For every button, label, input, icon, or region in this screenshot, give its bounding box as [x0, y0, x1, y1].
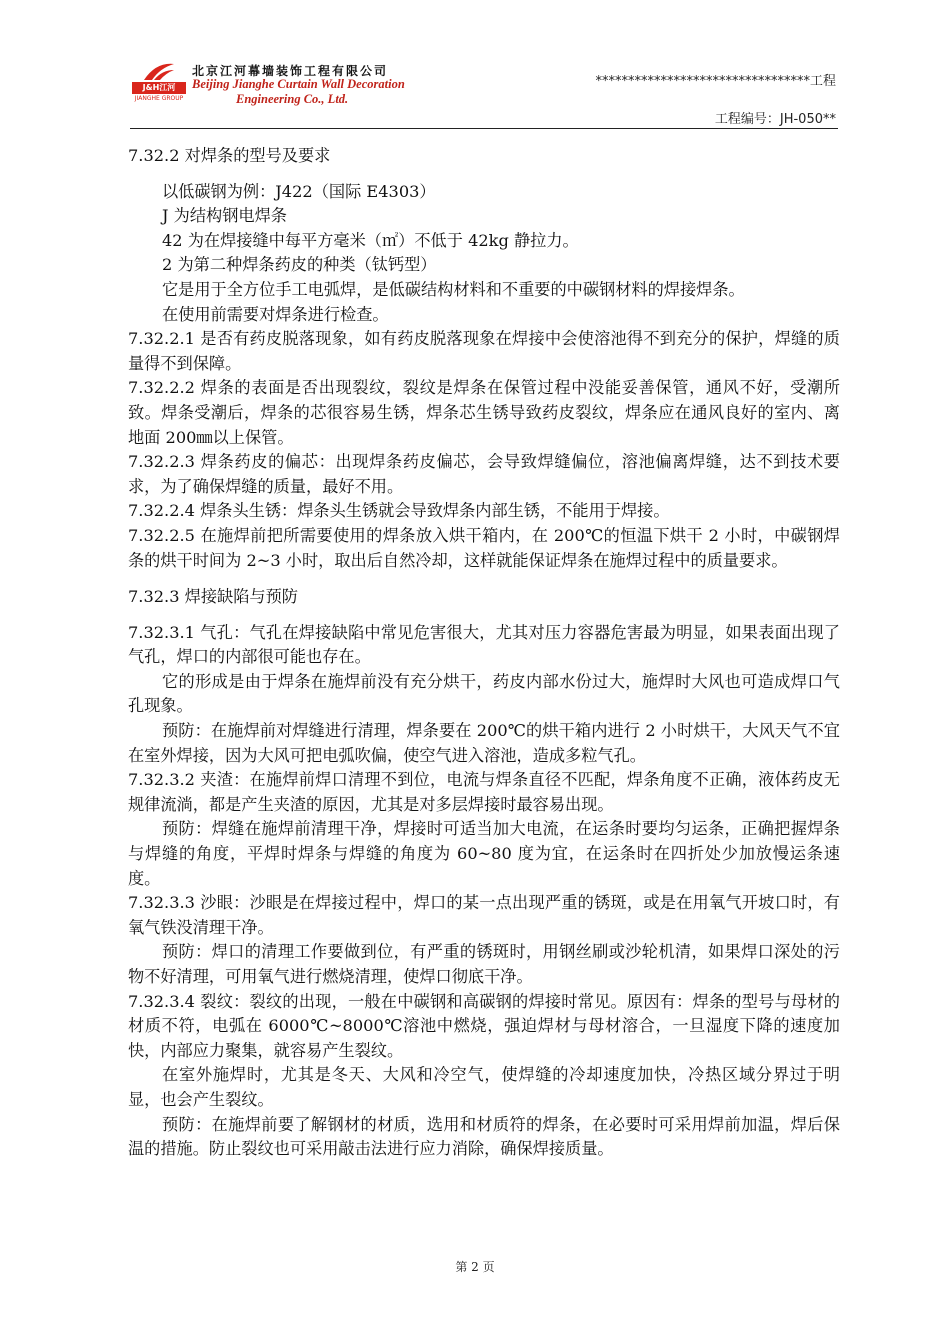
company-name-en-line1: Beijing Jianghe Curtain Wall Decoration	[192, 77, 405, 91]
paragraph: 7.32.3.2 夹渣：在施焊前焊口清理不到位，电流与焊条直径不匹配，焊条角度不正确，液体药皮无规律流淌，都是产生夹渣的原因，尤其是对多层焊接时最容易出现。	[128, 770, 840, 814]
page-header	[0, 0, 950, 130]
paragraph: 7.32.2.2 焊条的表面是否出现裂纹，裂纹是焊条在保管过程中没能妥善保管，通风不好，受潮所致。焊条受潮后，焊条的芯很容易生锈，焊条芯生锈导致药皮裂纹，焊条应在通风良好的室内、离地面 200㎜以上保管。	[128, 378, 840, 447]
logo-swoosh-icon	[142, 60, 176, 82]
paragraph: 7.32.2.5 在施焊前把所需要使用的焊条放入烘干箱内，在 200℃的恒温下烘干 2 小时，中碳钢焊条的烘干时间为 2~3 小时，取出后自然冷却，这样就能保证焊条在施焊过程中的质量要求。	[128, 525, 840, 570]
paragraph: 预防：在施焊前对焊缝进行清理，焊条要在 200℃的烘干箱内进行 2 小时烘干，大风天气不宜在室外焊接，因为大风可把电弧吹偏，使空气进入溶池，造成多粒气孔。	[128, 721, 840, 765]
paragraph: 7.32.3.4 裂纹：裂纹的出现，一般在中碳钢和高碳钢的焊接时常见。原因有：焊条的型号与母材的材质不符，电弧在 6000℃~8000℃溶池中燃烧，强迫焊材与母材溶合，一旦湿度下降的速度加快，内部应力聚集，就容易产生裂纹。	[128, 991, 840, 1060]
paragraph: 它是用于全方位手工电弧焊，是低碳结构材料和不重要的中碳钢材料的焊接焊条。	[162, 279, 745, 299]
company-logo	[132, 60, 186, 104]
paragraph: 以低碳钢为例：J422（国际 E4303）	[162, 181, 436, 201]
paragraph: 它的形成是由于焊条在施焊前没有充分烘干，药皮内部水份过大，施焊时大风也可造成焊口气孔现象。	[128, 671, 840, 716]
paragraph: 在室外施焊时，尤其是冬天、大风和冷空气，使焊缝的冷却速度加快，冷热区域分界过于明显，也会产生裂纹。	[128, 1065, 840, 1109]
logo-badge: J&H江河	[132, 82, 186, 94]
paragraph: 42 为在焊接缝中每平方毫米（㎡）不低于 42kg 静拉力。	[162, 230, 579, 250]
paragraph: 预防：焊口的清理工作要做到位，有严重的锈斑时，用钢丝刷或沙轮机清，如果焊口深处的污物不好清理，可用氧气进行燃烧清理，使焊口彻底干净。	[128, 942, 840, 986]
company-name-en	[192, 77, 412, 107]
project-number: 工程编号：JH-050**	[714, 112, 836, 127]
paragraph: 2 为第二种焊条药皮的种类（钛钙型）	[162, 255, 437, 275]
project-name: *********************************工程	[595, 74, 836, 89]
paragraph: 7.32.2.4 焊条头生锈：焊条头生锈就会导致焊条内部生锈，不能用于焊接。	[128, 501, 670, 521]
paragraph: 预防：焊缝在施焊前清理干净，焊接时可适当加大电流，在运条时要均匀运条，正确把握焊条与焊缝的角度，平焊时焊条与焊缝的角度为 60~80 度为宜，在运条时在四折处少加放慢运条速度。	[128, 819, 840, 888]
paragraph: 7.32.2.3 焊条药皮的偏芯：出现焊条药皮偏芯，会导致焊缝偏位，溶池偏离焊缝，达不到技术要求，为了确保焊缝的质量，最好不用。	[128, 452, 840, 496]
company-name-en-line2: Engineering Co., Ltd.	[236, 92, 349, 106]
section-heading: 7.32.3 焊接缺陷与预防	[128, 587, 298, 607]
header-divider	[130, 128, 838, 129]
page-number: 第 2 页	[455, 1260, 495, 1274]
paragraph: 7.32.3.3 沙眼：沙眼是在焊接过程中，焊口的某一点出现严重的锈斑，或是在用氧气开坡口时，有氧气铁没清理干净。	[128, 893, 840, 937]
paragraph: 7.32.3.1 气孔：气孔在焊接缺陷中常见危害很大，尤其对压力容器危害最为明显，如果表面出现了气孔，焊口的内部很可能也存在。	[128, 622, 840, 667]
company-name-cn: 北京江河幕墙装饰工程有限公司	[192, 64, 389, 78]
logo-subtitle: JIANGHE GROUP	[134, 95, 184, 102]
spacer	[128, 573, 840, 583]
paragraph: J 为结构钢电焊条	[162, 206, 287, 226]
document-body	[128, 142, 840, 1162]
paragraph: 在使用前需要对焊条进行检查。	[162, 304, 389, 324]
section-heading: 7.32.2 对焊条的型号及要求	[128, 146, 331, 165]
paragraph: 预防：在施焊前要了解钢材的材质，选用和材质符的焊条，在必要时可采用焊前加温，焊后保温的措施。防止裂纹也可采用敲击法进行应力消除，确保焊接质量。	[128, 1114, 840, 1159]
paragraph: 7.32.2.1 是否有药皮脱落现象，如有药皮脱落现象在焊接中会使溶池得不到充分的保护，焊缝的质量得不到保障。	[128, 329, 840, 373]
